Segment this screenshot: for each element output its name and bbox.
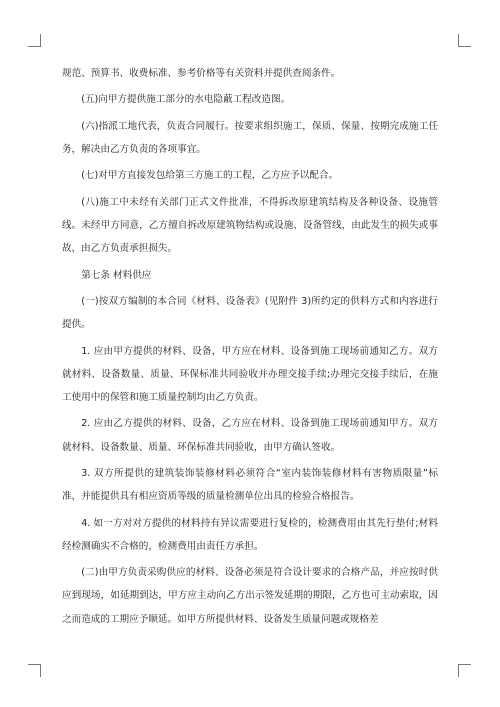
document-body — [62, 62, 438, 634]
crop-mark-bottom-right — [458, 664, 471, 677]
paragraph-supply-1: (一)按双方编制的本合同《材料、设备表》(见附件 3)所约定的供料方式和内容进行提供。 — [62, 295, 438, 331]
crop-mark-top-right — [458, 34, 471, 47]
paragraph-item-5: (五)向甲方提供施工部分的水电隐蔽工程改造图。 — [81, 94, 291, 106]
paragraph-supply-1-4: 4. 如一方对对方提供的材料持有异议需要进行复检的，检测费用由其先行垫付;材料经检测确实不合格的，检测费用由责任方承担。 — [62, 517, 438, 552]
paragraph-item-6: (六)指派工地代表，负责合同履行。按要求组织施工，保质、保量、按期完成施工任务，解决由乙方负责的各项事宜。 — [62, 120, 438, 155]
paragraph-supply-1-2: 2. 应由乙方提供的材料、设备，乙方应在材料、设备到施工现场前通知甲方。双方就材料、设备数量、质量、环保标准共同验收，由甲方确认签收。 — [62, 418, 438, 453]
crop-mark-top-left — [28, 34, 41, 47]
paragraph-supply-1-1: 1. 应由甲方提供的材料、设备，甲方应在材料、设备到施工现场前通知乙方。双方就材料、设备数量、质量、环保标准共同验收并办理交接手续;办理完交接手续后，在施工使用中的保管和施工质量控制均由乙方负责。 — [62, 345, 438, 403]
paragraph-item-8: (八)施工中未经有关部门正式文件批准，不得拆改原建筑结构及各种设备、设施管线。未经甲方同意，乙方擅自拆改原建筑物结构或设施、设备管线，由此发生的损失或事故，由乙方负责承担损失。 — [62, 196, 438, 255]
paragraph-continuation: 规范、预算书、收费标准、参考价格等有关资料并提供查阅条件。 — [62, 68, 341, 79]
paragraph-supply-2: (二)由甲方负责采购供应的材料、设备必须是符合设计要求的合格产品，并应按时供应到现场，如延期到达，甲方应主动向乙方出示签发延期的期限，乙方也可主动索取，因之而造成的工期应予顺延。如甲方所提供材料、设备发生质量问题或规格差 — [62, 567, 438, 625]
paragraph-supply-1-3: 3. 双方所提供的建筑装饰装修材料必须符合“室内装饰装修材料有害物质限量”标准，并能提供具有相应资质等级的质量检测单位出具的检验合格报告。 — [62, 467, 438, 503]
paragraph-item-7: (七)对甲方直接发包给第三方施工的工程，乙方应予以配合。 — [81, 170, 339, 182]
section-heading-article-7: 第七条 材料供应 — [81, 269, 152, 281]
crop-mark-bottom-left — [28, 664, 41, 677]
